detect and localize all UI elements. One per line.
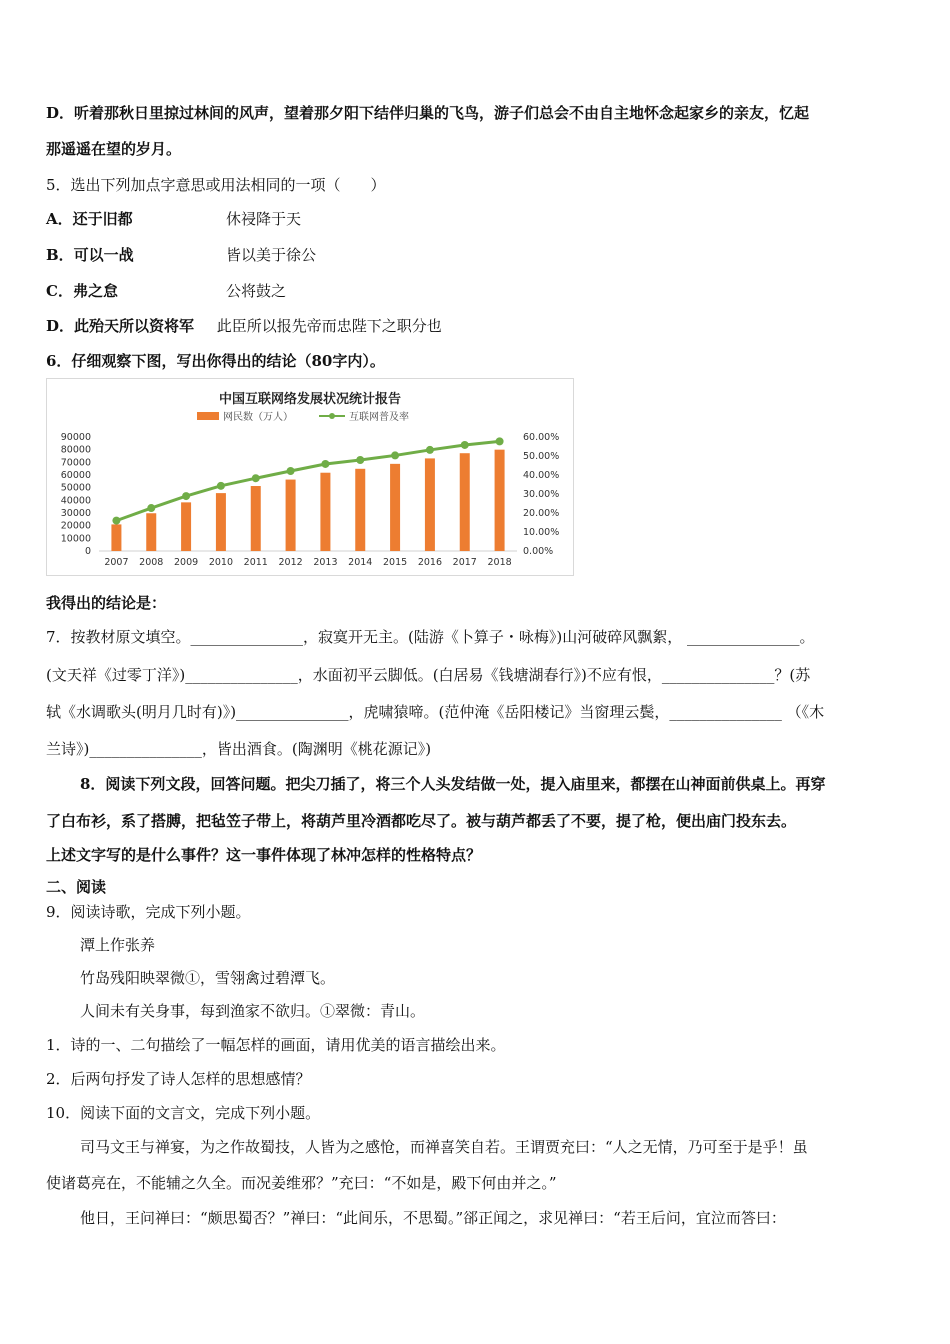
d-option-line-2: 那遥遥在望的岁月。 <box>46 140 182 158</box>
q7-line-2: (文天祥《过零丁洋》)_______________，水面初平云脚低。(白居易《钱塘湖春行》)不应有恨，_______________？(苏 <box>46 666 811 684</box>
q5-option-d-left: D．此殆天所以资将军 <box>46 317 195 335</box>
bar-users-2012 <box>286 480 296 551</box>
line-penetration-rate <box>116 441 499 520</box>
x-axis-tick-label: 2017 <box>452 557 477 568</box>
legend-line-marker <box>329 413 335 419</box>
bar-users-2016 <box>425 458 435 551</box>
x-axis-tick-label: 2009 <box>173 557 199 568</box>
question-10: 10．阅读下面的文言文，完成下列小题。 <box>46 1104 321 1122</box>
bar-users-2011 <box>251 486 261 551</box>
q5-option-c-left: C．弗之怠 <box>46 282 118 300</box>
q5-option-d-right: 此臣所以报先帝而忠陛下之职分也 <box>216 317 442 335</box>
point-penetration-2013 <box>321 460 329 468</box>
x-axis-tick-label: 2012 <box>278 557 303 568</box>
question-5: 5．选出下列加点字意思或用法相同的一项（ ） <box>46 176 386 194</box>
classical-text-line-2: 使诸葛亮在，不能辅之久全。而况姜维邪？”充曰：“不如是，殿下何由并之。” <box>46 1174 557 1192</box>
x-axis-tick-label: 2008 <box>139 557 164 568</box>
left-axis-tick-label: 70000 <box>60 457 91 469</box>
x-axis-tick-label: 2013 <box>313 557 338 568</box>
left-axis-tick-label: 10000 <box>60 533 91 545</box>
bar-users-2013 <box>320 473 330 551</box>
bar-users-2017 <box>460 453 470 551</box>
bar-users-2009 <box>181 502 191 551</box>
x-axis-tick-label: 2014 <box>348 557 373 568</box>
classical-text-line-3: 他日，王问禅曰：“颇思蜀否？”禅曰：“此间乐，不思蜀。”郤正闻之，求见禅曰：“若王后问，宜泣而答曰： <box>80 1209 786 1227</box>
right-axis-tick-label: 50.00% <box>523 451 560 462</box>
q5-option-c <box>46 280 546 301</box>
internet-stats-chart <box>46 378 574 576</box>
q7-line-4: 兰诗》)_______________，皆出酒食。(陶渊明《桃花源记》) <box>46 740 432 758</box>
left-axis-tick-label: 90000 <box>60 432 91 443</box>
poem-line-2: 人间未有关身事，每到渔家不欲归。①翠微：青山。 <box>80 1002 426 1020</box>
q7-line-3: 轼《水调歌头(明月几时有)》)_______________，虎啸猿啼。(范仲淹《岳阳楼记》当窗理云鬓，_______________ （《木 <box>46 703 825 721</box>
x-axis-tick-label: 2011 <box>243 557 268 568</box>
poem-title: 潭上作张养 <box>80 936 156 954</box>
right-axis-tick-label: 10.00% <box>523 527 560 538</box>
left-axis-tick-label: 20000 <box>60 520 91 532</box>
right-axis-tick-label: 60.00% <box>523 432 560 443</box>
point-penetration-2012 <box>287 467 295 475</box>
right-axis-tick-label: 40.00% <box>523 470 560 481</box>
poem-line-1: 竹岛残阳映翠微①，雪翎禽过碧潭飞。 <box>80 969 336 987</box>
chart-svg <box>47 379 573 575</box>
q5-option-d <box>46 315 442 336</box>
point-penetration-2008 <box>147 504 155 512</box>
q5-option-a-right: 休祲降于天 <box>226 210 302 228</box>
q8-line-1: 8．阅读下列文段，回答问题。把尖刀插了，将三个人头发结做一处，提入庙里来，都摆在山神面前供桌上。再穿 <box>80 775 826 793</box>
left-axis-tick-label: 60000 <box>60 470 91 481</box>
classical-text-line-1: 司马文王与禅宴，为之作故蜀技，人皆为之感怆，而禅喜笑自若。王谓贾充曰：“人之无情，乃可至于是乎！虽 <box>80 1138 808 1156</box>
bar-users-2007 <box>111 524 121 551</box>
point-penetration-2018 <box>496 437 504 445</box>
point-penetration-2016 <box>426 446 434 454</box>
sub-question-2: 2．后两句抒发了诗人怎样的思想感情？ <box>46 1070 311 1088</box>
point-penetration-2010 <box>217 482 225 490</box>
q8-line-3: 上述文字写的是什么事件？这一事件体现了林冲怎样的性格特点？ <box>46 846 482 864</box>
q7-line-1: 7．按教材原文填空。_______________，寂寞开无主。(陆游《卜算子・咏梅》)山河破碎风飘絮， _______________。 <box>46 628 815 646</box>
right-axis-tick-label: 0.00% <box>523 546 554 557</box>
bar-users-2018 <box>495 450 505 551</box>
bar-users-2008 <box>146 513 156 551</box>
point-penetration-2014 <box>356 456 364 464</box>
bar-users-2014 <box>355 469 365 551</box>
legend-line-label: 互联网普及率 <box>349 412 409 423</box>
bar-users-2015 <box>390 464 400 551</box>
left-axis-tick-label: 40000 <box>60 495 91 507</box>
right-axis-tick-label: 30.00% <box>523 489 560 500</box>
sub-question-1: 1．诗的一、二句描绘了一幅怎样的画面，请用优美的语言描绘出来。 <box>46 1036 506 1054</box>
legend-bar-swatch <box>197 412 219 420</box>
x-axis-tick-label: 2016 <box>417 557 443 568</box>
conclusion-label: 我得出的结论是： <box>46 594 167 612</box>
point-penetration-2015 <box>391 451 399 459</box>
q5-option-a-left: A．还于旧都 <box>46 210 133 228</box>
d-option-line-1: D．听着那秋日里掠过林间的风声，望着那夕阳下结伴归巢的飞鸟，游子们总会不由自主地怀念起家乡的亲友，忆起 <box>46 104 810 122</box>
x-axis-tick-label: 2007 <box>104 557 129 568</box>
left-axis-tick-label: 50000 <box>60 482 91 494</box>
q5-option-b <box>46 244 546 265</box>
section-2-heading: 二、阅读 <box>46 878 107 896</box>
question-6: 6．仔细观察下图，写出你得出的结论（80字内）。 <box>46 352 385 370</box>
bar-users-2010 <box>216 493 226 551</box>
q5-option-a <box>46 208 546 229</box>
legend-bar-label: 网民数（万人） <box>223 412 293 423</box>
left-axis-tick-label: 0 <box>84 546 91 557</box>
chart-title: 中国互联网络发展状况统计报告 <box>218 392 402 407</box>
left-axis-tick-label: 30000 <box>60 508 91 519</box>
x-axis-tick-label: 2015 <box>382 557 408 568</box>
q8-line-2: 了白布衫，系了搭膊，把毡笠子带上，将葫芦里冷酒都吃尽了。被与葫芦都丢了不要，提了枪，便出庙门投东去。 <box>46 812 797 830</box>
point-penetration-2011 <box>252 474 260 482</box>
q5-option-b-right: 皆以美于徐公 <box>226 246 317 264</box>
x-axis-tick-label: 2010 <box>208 557 234 568</box>
q5-option-b-left: B．可以一战 <box>46 246 134 264</box>
left-axis-tick-label: 80000 <box>60 444 91 456</box>
q5-option-c-right: 公将鼓之 <box>226 282 287 300</box>
point-penetration-2017 <box>461 441 469 449</box>
point-penetration-2007 <box>112 517 120 525</box>
x-axis-tick-label: 2018 <box>487 557 512 568</box>
point-penetration-2009 <box>182 492 190 500</box>
question-9: 9．阅读诗歌，完成下列小题。 <box>46 903 251 921</box>
right-axis-tick-label: 20.00% <box>523 508 560 519</box>
